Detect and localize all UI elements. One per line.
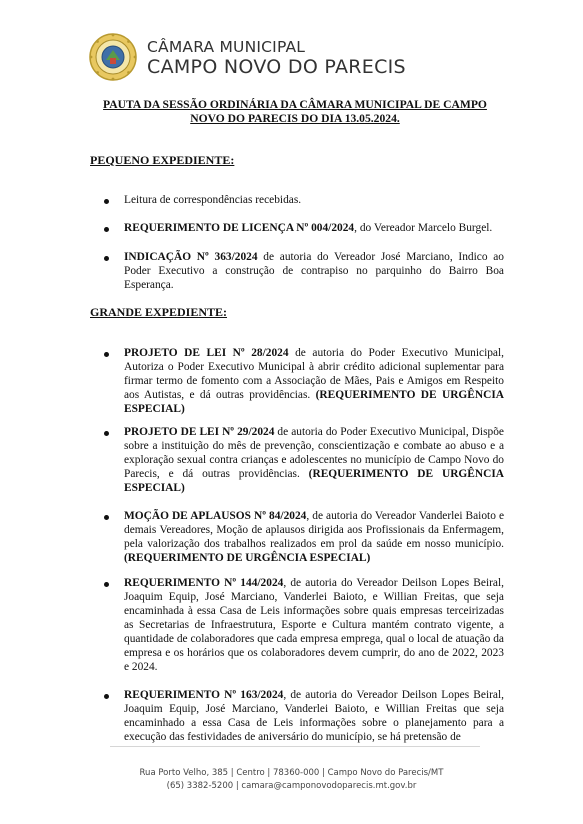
footer-divider bbox=[110, 746, 480, 747]
list-item bbox=[124, 509, 504, 565]
list-item bbox=[124, 250, 504, 292]
bullet bbox=[104, 431, 109, 436]
bullet bbox=[104, 199, 109, 204]
item-bold: REQUERIMENTO Nº 144/2024 bbox=[124, 577, 284, 589]
item-bold: REQUERIMENTO Nº 163/2024 bbox=[124, 689, 284, 701]
footer-address: Rua Porto Velho, 385 | Centro | 78360-000 | Campo Novo do Parecis/MT bbox=[139, 768, 444, 778]
bullet bbox=[104, 256, 109, 261]
bullet bbox=[104, 582, 109, 587]
item-text: , de autoria do Vereador Deilson Lopes Beiral, Joaquim Equip, José Marciano, Vanderlei Baioto, e Willian Freitas, que seja encaminhada à essa Casa de Leis informações sobre quais empresas terceirizadas as Secretarias de Infraestrutura, Esporte e Cultura mantém contrato vigente, a quantidade de colaboradores que cada empresa emprega, qual o local de atuação da empresa e os horários que os colaboradores devem cumprir, do ano de 2022, 2023 e 2024. bbox=[124, 577, 504, 673]
list-item bbox=[124, 346, 504, 416]
camara-seal-logo bbox=[88, 32, 138, 82]
header-line1: CÂMARA MUNICIPAL bbox=[147, 38, 306, 56]
item-bold: MOÇÃO DE APLAUSOS Nº 84/2024 bbox=[124, 510, 307, 522]
section-heading-pequeno: PEQUENO EXPEDIENTE: bbox=[90, 153, 235, 167]
item-bold: PROJETO DE LEI Nº 29/2024 bbox=[124, 426, 275, 438]
bullet bbox=[104, 694, 109, 699]
item-text: de autoria do Poder Executivo Municipal, Autoriza o Poder Executivo Municipal à abrir crédito adicional suplementar para firmar termo de fomento com a Associação de Mães, Pais e Amigos em Respeito aos Autistas, e dá outras providências. bbox=[124, 347, 504, 401]
section-heading-grande: GRANDE EXPEDIENTE: bbox=[90, 305, 228, 319]
list-item bbox=[124, 576, 504, 674]
item-tail: (REQUERIMENTO DE URGÊNCIA ESPECIAL) bbox=[124, 468, 504, 494]
list-item bbox=[124, 688, 504, 744]
item-text: Leitura de correspondências recebidas. bbox=[124, 194, 302, 206]
document-title: PAUTA DA SESSÃO ORDINÁRIA DA CÂMARA MUNICIPAL DE CAMPO NOVO DO PARECIS DO DIA 13.05.2024. bbox=[103, 98, 487, 125]
item-text: de autoria do Poder Executivo Municipal, Dispõe sobre a instituição do mês de prevenção, conscientização e combate ao abuso e a exploração sexual contra crianças e adolescentes no município de Campo Novo do Parecis, e dá outras providências. bbox=[124, 426, 504, 480]
bullet bbox=[104, 515, 109, 520]
item-tail: (REQUERIMENTO DE URGÊNCIA ESPECIAL) bbox=[124, 552, 371, 564]
item-bold: INDICAÇÃO Nº 363/2024 bbox=[124, 251, 258, 263]
list-item bbox=[124, 425, 504, 495]
item-tail: (REQUERIMENTO DE URGÊNCIA ESPECIAL) bbox=[124, 389, 505, 415]
list-item bbox=[124, 193, 504, 207]
item-text: , do Vereador Marcelo Burgel. bbox=[354, 222, 493, 234]
item-text: , de autoria do Vereador Vanderlei Baioto e demais Vereadores, Moção de aplausos dirigida aos Profissionais da Enfermagem, pela valorização dos trabalhos realizados em prol da saúde em nosso município. bbox=[124, 510, 504, 550]
list-item bbox=[124, 221, 504, 235]
item-text: de autoria do Vereador José Marciano, Indico ao Poder Executivo a construção de contrapiso no parquinho do Bairro Boa Esperança. bbox=[124, 251, 504, 291]
item-bold: REQUERIMENTO DE LICENÇA Nº 004/2024 bbox=[124, 222, 355, 234]
item-text: , de autoria do Vereador Deilson Lopes Beiral, Joaquim Equip, José Marciano, Vanderlei Baioto, e Willian Freitas que seja encaminhado a essa Casa de Leis informações sobre o planejamento para a execução das festividades de aniversário do município, se há pretensão de bbox=[124, 689, 504, 743]
bullet bbox=[104, 352, 109, 357]
footer-contact: (65) 3382-5200 | camara@camponovodoparecis.mt.gov.br bbox=[166, 781, 417, 791]
item-bold: PROJETO DE LEI Nº 28/2024 bbox=[124, 347, 289, 359]
header-line2: CAMPO NOVO DO PARECIS bbox=[147, 56, 406, 78]
bullet bbox=[104, 227, 109, 232]
